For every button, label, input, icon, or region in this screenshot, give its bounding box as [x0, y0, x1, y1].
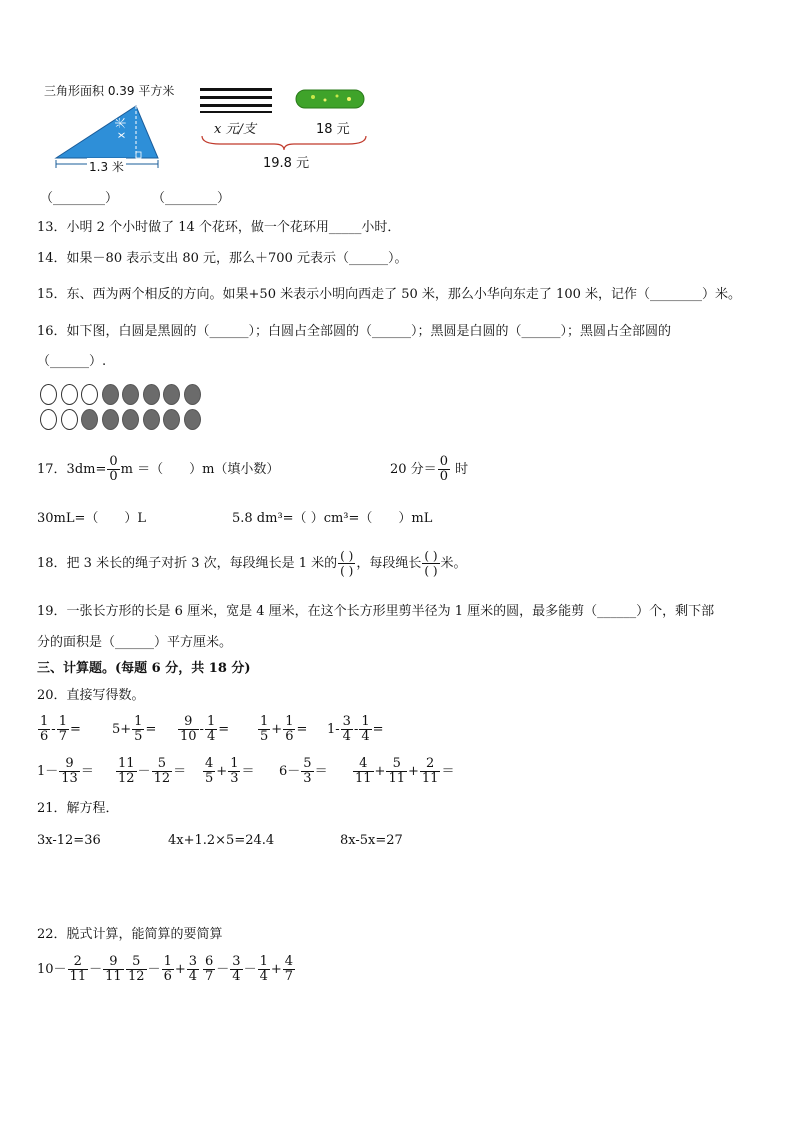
fraction — [301, 757, 313, 786]
expression — [115, 754, 186, 790]
expression — [37, 754, 94, 790]
operator: = — [372, 722, 384, 737]
fraction — [283, 955, 295, 984]
operator: ＝ — [441, 764, 455, 779]
question-19-line2: 分的面积是（______）平方厘米。 — [37, 635, 233, 650]
fraction — [59, 757, 80, 786]
fraction — [116, 757, 137, 786]
denominator: 13 — [61, 771, 78, 786]
white-circle — [61, 384, 78, 405]
numerator: 1 — [361, 714, 370, 729]
question-22: 22．脱式计算，能简算的要简算 — [37, 927, 223, 942]
numerator: 1 — [163, 954, 172, 969]
q18-frac1-num: ( ) — [340, 549, 354, 563]
operator: = — [296, 722, 308, 737]
denominator: 3 — [303, 771, 312, 786]
denominator: 12 — [128, 969, 145, 984]
denominator: 10 — [180, 729, 197, 744]
white-circle — [61, 409, 78, 430]
black-circle — [143, 409, 160, 430]
fraction — [203, 955, 215, 984]
numerator: 2 — [426, 756, 435, 771]
pens-price-label: x 元/支 — [214, 122, 256, 137]
fraction — [386, 757, 407, 786]
operator: + — [270, 962, 282, 977]
numerator: 6 — [205, 954, 214, 969]
operator: － — [89, 962, 103, 977]
denominator: 4 — [361, 729, 370, 744]
denominator: 11 — [105, 969, 122, 984]
denominator: 7 — [205, 969, 214, 984]
q17-a-prefix: 17．3dm= — [37, 462, 107, 477]
question-17-b — [390, 452, 468, 488]
denominator: 4 — [259, 969, 268, 984]
operator: ＝ — [80, 764, 94, 779]
expression — [279, 754, 328, 790]
q18-fraction-2 — [422, 549, 439, 578]
fraction — [103, 955, 124, 984]
operator: 6－ — [279, 764, 301, 779]
black-circle — [122, 384, 139, 405]
q18-frac2-num: ( ) — [424, 549, 438, 563]
black-circle — [143, 384, 160, 405]
question-16-line1: 16．如下图，白圆是黑圆的（______）；白圆占全部圆的（______）；黑圆是白圆的（______）；黑圆占全部圆的 — [37, 324, 672, 339]
section-3-heading: 三、计算题。(每题 6 分，共 18 分) — [37, 661, 251, 676]
q18-fraction-1 — [338, 549, 355, 578]
denominator: 5 — [205, 771, 214, 786]
operator: = — [145, 722, 157, 737]
denominator: 6 — [163, 969, 172, 984]
expression — [202, 952, 296, 988]
expression — [352, 754, 454, 790]
numerator: 4 — [359, 756, 368, 771]
numerator: 1 — [285, 714, 294, 729]
q18-mid: ，每段绳长 — [356, 556, 422, 571]
pencil-sharpener-figure — [295, 88, 367, 110]
numerator: 9 — [65, 756, 74, 771]
operator: - — [353, 722, 359, 737]
q17-a-num: 0 — [109, 454, 118, 469]
fraction — [187, 955, 199, 984]
fraction — [420, 757, 441, 786]
q21-equation-2: 4x+1.2×5=24.4 — [168, 833, 275, 848]
expression — [125, 952, 200, 988]
operator: = — [218, 722, 230, 737]
denominator: 7 — [284, 969, 294, 984]
fraction — [57, 715, 69, 744]
fraction — [258, 715, 270, 744]
operator: + — [216, 764, 228, 779]
q18-suffix: 米。 — [440, 556, 467, 571]
expression — [112, 712, 156, 748]
operator: ＝ — [173, 764, 187, 779]
question-17-a — [37, 452, 279, 488]
denominator: 5 — [260, 729, 269, 744]
black-circle — [163, 409, 180, 430]
question-20: 20．直接写得数。 — [37, 688, 145, 703]
operator: ＝ — [241, 764, 255, 779]
fraction — [341, 715, 353, 744]
black-circle — [163, 384, 180, 405]
triangle-base-label: 1.3 米 — [89, 160, 124, 174]
operator: 1- — [327, 722, 340, 737]
q17-b-den: 0 — [439, 469, 448, 484]
operator: + — [174, 962, 186, 977]
denominator: 11 — [69, 969, 87, 984]
operator: - — [199, 722, 204, 737]
denominator: 7 — [58, 729, 67, 744]
denominator: 5 — [134, 729, 143, 744]
denominator: 6 — [285, 729, 294, 744]
operator: 1－ — [37, 764, 59, 779]
q17-a-den: 0 — [109, 469, 118, 484]
denominator: 11 — [355, 771, 372, 786]
fraction — [162, 955, 174, 984]
expression — [37, 712, 81, 748]
fraction — [205, 715, 217, 744]
fraction — [283, 715, 295, 744]
operator: － — [147, 962, 161, 977]
question-17-d: 5.8 dm³=（ ）cm³=（ ）mL — [232, 511, 433, 526]
operator: + — [408, 764, 419, 779]
operator: + — [271, 722, 283, 737]
black-circle — [122, 409, 139, 430]
fraction — [359, 715, 371, 744]
question-13: 13．小明 2 个小时做了 14 个花环，做一个花环用_____小时． — [37, 220, 401, 235]
operator: + — [374, 764, 386, 779]
denominator: 6 — [40, 729, 49, 744]
operator: 5+ — [112, 722, 132, 737]
numerator: 9 — [184, 714, 193, 729]
expression — [257, 712, 307, 748]
numerator: 4 — [205, 756, 214, 771]
numerator: 5 — [132, 954, 141, 969]
white-circle — [40, 409, 57, 430]
question-16-line2: （______）. — [37, 354, 107, 369]
numerator: 11 — [118, 756, 135, 771]
numerator: 3 — [188, 954, 198, 969]
fraction — [230, 955, 242, 984]
numerator: 1 — [40, 714, 49, 729]
denominator: 4 — [232, 969, 241, 984]
fraction — [68, 955, 89, 984]
fraction — [38, 715, 50, 744]
black-circle — [102, 384, 119, 405]
question-17-c: 30mL=（ ）L — [37, 511, 147, 526]
operator: － — [216, 962, 230, 977]
numerator: 1 — [259, 954, 268, 969]
q18-frac2-den: ( ) — [424, 564, 438, 578]
q21-equation-3: 8x-5x=27 — [340, 833, 403, 848]
fraction — [203, 757, 215, 786]
question-15: 15．东、西为两个相反的方向。如果+50 米表示小明向西走了 50 米，那么小华向东走了 100 米，记作（________）米。 — [37, 287, 741, 302]
circles-figure — [40, 384, 200, 432]
operator: － — [137, 764, 151, 779]
q17-a-suffix: m ＝（ ）m（填小数） — [120, 462, 280, 477]
black-circle — [184, 384, 201, 405]
triangle-height-label: x 米 — [114, 117, 128, 139]
q17-b-num: 0 — [439, 454, 448, 469]
question-21: 21．解方程． — [37, 801, 119, 816]
total-brace — [200, 134, 368, 152]
pens-answer-blank[interactable]: （________） — [152, 191, 231, 206]
q17-b-prefix: 20 分＝ — [390, 462, 437, 477]
black-circle — [102, 409, 119, 430]
numerator: 5 — [303, 756, 312, 771]
numerator: 5 — [157, 756, 166, 771]
black-circle — [184, 409, 201, 430]
operator: ＝ — [314, 764, 328, 779]
fraction — [132, 715, 144, 744]
fraction — [152, 757, 173, 786]
expression — [177, 712, 229, 748]
question-18 — [37, 542, 467, 586]
total-price-label: 19.8 元 — [263, 156, 310, 171]
numerator: 1 — [134, 714, 143, 729]
white-circle — [40, 384, 57, 405]
q17-b-fraction — [438, 455, 450, 484]
denominator: 12 — [153, 771, 171, 786]
operator: 10－ — [37, 962, 67, 977]
fraction — [258, 955, 270, 984]
pens-figure — [198, 86, 278, 114]
white-circle — [81, 384, 98, 405]
expression — [202, 754, 254, 790]
triangle-answer-blank[interactable]: （________） — [40, 191, 119, 206]
numerator: 9 — [109, 954, 118, 969]
numerator: 1 — [230, 756, 239, 771]
numerator: 1 — [260, 714, 269, 729]
numerator: 5 — [392, 756, 401, 771]
question-19-line1: 19．一张长方形的长是 6 厘米，宽是 4 厘米，在这个长方形里剪半径为 1 厘米的圆，最多能剪（______）个，剩下部 — [37, 604, 715, 619]
operator: － — [243, 962, 257, 977]
operator: - — [51, 722, 56, 737]
black-circle — [81, 409, 98, 430]
denominator: 11 — [388, 771, 405, 786]
question-14: 14．如果－80 表示支出 80 元，那么＋700 元表示（______）。 — [37, 251, 408, 266]
expression — [327, 712, 384, 748]
q18-prefix: 18．把 3 米长的绳子对折 3 次，每段绳长是 1 米的 — [37, 556, 338, 571]
q18-frac1-den: ( ) — [340, 564, 354, 578]
fraction — [126, 955, 147, 984]
expression — [37, 952, 125, 988]
numerator: 1 — [206, 714, 216, 729]
operator: = — [69, 722, 81, 737]
numerator: 3 — [342, 714, 351, 729]
denominator: 12 — [118, 771, 135, 786]
numerator: 3 — [232, 954, 241, 969]
denominator: 4 — [188, 969, 198, 984]
q17-a-fraction — [107, 455, 119, 484]
denominator: 3 — [230, 771, 239, 786]
q17-b-suffix: 时 — [455, 462, 469, 477]
numerator: 2 — [73, 954, 82, 969]
triangle-area-label: 三角形面积 0.39 平方米 — [44, 84, 175, 98]
fraction — [178, 715, 199, 744]
denominator: 4 — [342, 729, 351, 744]
numerator: 4 — [284, 954, 294, 969]
q21-equation-1: 3x-12=36 — [37, 833, 101, 848]
sharpener-price-label: 18 元 — [316, 122, 350, 137]
denominator: 4 — [206, 729, 216, 744]
fraction — [353, 757, 374, 786]
fraction — [228, 757, 240, 786]
denominator: 11 — [421, 771, 439, 786]
numerator: 1 — [58, 714, 67, 729]
